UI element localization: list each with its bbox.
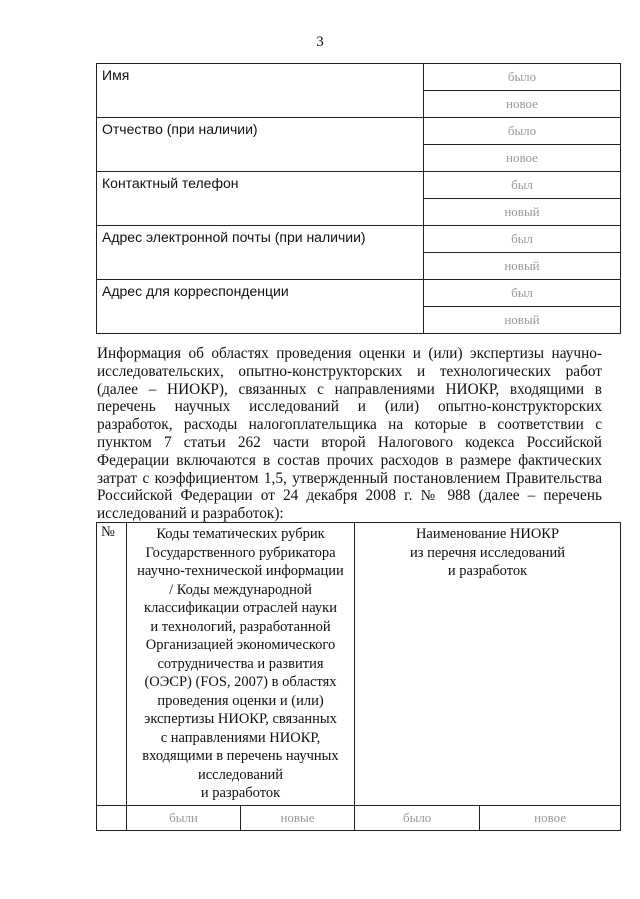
row-label: Адрес электронной почты (при наличии) <box>97 226 424 280</box>
row-label: Контактный телефон <box>97 172 424 226</box>
table-row <box>97 226 621 253</box>
table-row <box>97 118 621 145</box>
header-line: (ОЭСР) (FOS, 2007) в областях <box>144 674 337 690</box>
name-old-value: было <box>355 805 480 830</box>
header-line: Коды тематических рубрик <box>156 526 325 542</box>
new-value: новое <box>424 91 621 118</box>
codes-column-header <box>127 523 355 806</box>
header-line: сотрудничества и развития <box>157 655 324 672</box>
old-value: было <box>424 118 621 145</box>
page-number: 3 <box>316 34 324 50</box>
table-row <box>97 280 621 307</box>
row-label: Имя <box>97 64 424 118</box>
header-line: и разработок <box>447 563 528 579</box>
header-line: входящими в перечень научных <box>142 748 339 764</box>
header-line: экспертизы НИОКР, связанных <box>144 711 337 727</box>
row-label: Адрес для корреспонденции <box>97 280 424 334</box>
number-cell <box>97 805 127 830</box>
header-line: исследований <box>197 766 284 783</box>
codes-old-value: были <box>127 805 241 830</box>
old-value: был <box>424 280 621 307</box>
old-value: было <box>424 64 621 91</box>
table-row <box>97 805 621 830</box>
new-value: новый <box>424 199 621 226</box>
header-line: Организацией экономического <box>145 637 336 653</box>
niokr-info-paragraph: Информация об областях проведения оценки и (или) экспертизы научно-исследовательских, опытно-конструкторских и технологических работ (далее – НИОКР), связанных с направлениями НИОКР, входящими в перечень научных исследований и (или) опытно-конструкторских разработок, расходы налогоплательщика на которые в соответствии с пунктом 7 статьи 262 части второй Налогового кодекса Российской Федерации включаются в состав прочих расходов в размере фактических затрат с коэффициентом 1,5, утвержденный постановлением Правительства Российской Федерации от 24 декабря 2008 г. № 988 (далее – перечень исследований и разработок): <box>97 345 602 523</box>
header-line: / Коды международной <box>169 581 312 598</box>
row-label: Отчество (при наличии) <box>97 118 424 172</box>
header-line: и разработок <box>200 785 281 801</box>
number-column-header: № <box>97 523 127 806</box>
header-line: классификации отраслей науки <box>144 600 337 616</box>
table-row <box>97 172 621 199</box>
header-line: Наименование НИОКР <box>415 526 560 542</box>
old-value: был <box>424 172 621 199</box>
header-line: из перечня исследований <box>409 544 566 561</box>
codes-new-value: новые <box>241 805 355 830</box>
table-row <box>97 64 621 91</box>
new-value: новый <box>424 307 621 334</box>
niokr-table <box>96 522 621 831</box>
header-line: научно-технической информации <box>137 563 344 579</box>
old-value: был <box>424 226 621 253</box>
header-line: Государственного рубрикатора <box>145 544 336 561</box>
contact-info-table <box>96 63 621 334</box>
new-value: новое <box>424 145 621 172</box>
header-line: с направлениями НИОКР, <box>160 729 321 746</box>
header-line: и технологий, разработанной <box>150 618 331 635</box>
niokr-name-column-header <box>355 523 621 806</box>
table-header-row <box>97 523 621 806</box>
new-value: новый <box>424 253 621 280</box>
header-line: проведения оценки и (или) <box>157 692 324 709</box>
name-new-value: новое <box>480 805 621 830</box>
